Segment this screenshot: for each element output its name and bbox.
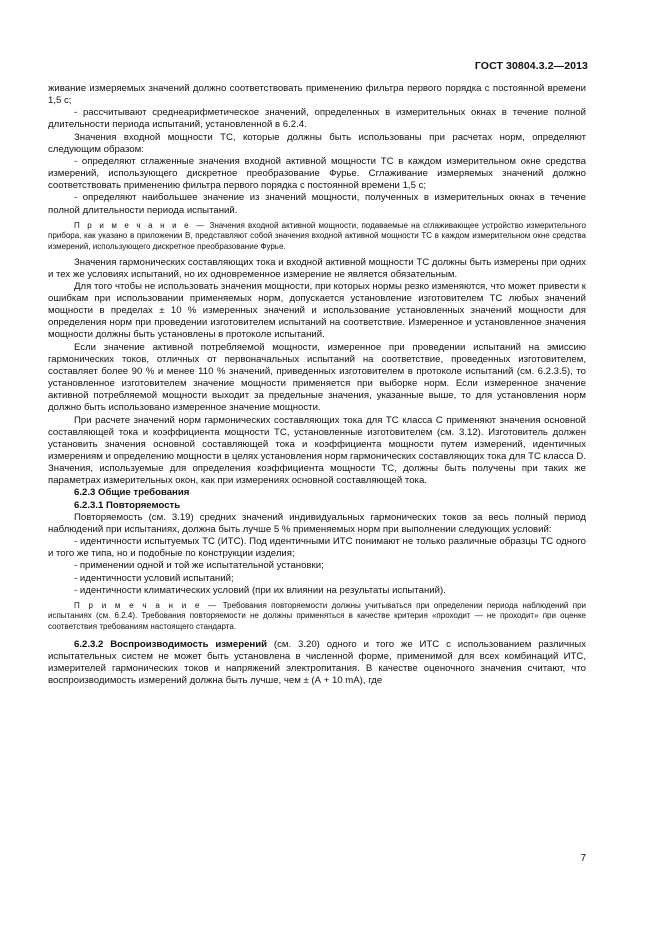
list-item: - применении одной и той же испытательной установки; (74, 560, 324, 572)
note (48, 601, 586, 633)
paragraph-text: (см. 3.20) одного и того же ИТС с использованием различных испытательных систем не может быть установлена в численной форме, применимой для всех комбинаций ИТС, измерителей гармонических токов и напряжений электропитания. В качестве оценочного значения считают, что воспроизводимость измерений должна быть лучше, чем ± (А + 10 mА), где (48, 638, 587, 687)
paragraph: Если значение активной потребляемой мощности, измеренное при проведении испытаний на эмиссию гармонических токов, отличных от первоначальных испытаний на соответствие, проведенных изготовителем, составляет более 90 % и менее 110 % значений, приведенных изготовителем в протоколе испытаний (см. 6.2.3.5), то установленное изготовителем значение мощности применяется при выборке норм. Если измеренное значение активной потребляемой мощности выходит за предельные значения, указанные выше, то для установления норм должно быть использовано измеренное значение мощности. (48, 341, 586, 414)
paragraph: живание измеряемых значений должно соответствовать применению фильтра первого порядка с постоянной времени 1,5 с; (48, 83, 586, 107)
list-item: - определяют сглаженные значения входной активной мощности ТС в каждом измерительном окне средства измерений, использующего дискретное преобразование Фурье. Сглаживание измеряемых значений должно соответствовать применению фильтра первого порядка с постоянной времени 1,5 с; (48, 155, 586, 192)
document-body (48, 83, 586, 687)
note-label: П р и м е ч а н и е — (74, 600, 219, 610)
list-item: - определяют наибольшее значение из значений мощности, полученных в измерительных окнах в течение полной длительности периода испытаний. (48, 192, 586, 216)
paragraph: При расчете значений норм гармонических составляющих тока для ТС класса С применяют значения основной составляющей тока и коэффициента мощности ТС, установленные изготовителем (см. 3.12). Изготовитель должен установить значения основной составляющей тока и коэффициента мощности путем измерений, идентичных измерениям и определению мощности в целях установления норм гармонических составляющих тока для ТС класса D. Значения, используемые для определения коэффициента мощности ТС, должны быть получены при таких же параметрах измерительных окон, как при измерениях основной составляющей тока. (48, 414, 586, 487)
list-item: - идентичности испытуемых ТС (ИТС). Под идентичными ИТС понимают не только различные образцы ТС одного и того же типа, но и подобные по конструкции изделия; (48, 536, 586, 560)
note-text: Значения входной активной мощности, подаваемые на сглаживающее устройство измерительного прибора, как указано в приложении В, представляют собой значения входной активной мощности ТС в каждом измерительном окне средства измерений, использующего дискретное преобразование Фурье. (48, 220, 586, 251)
note (48, 221, 586, 253)
subsection-heading: 6.2.3.1 Повторяемость (74, 499, 181, 511)
paragraph: Повторяемость (см. 3.19) средних значений индивидуальных гармонических токов за весь полный период наблюдений при испытаниях, должна быть лучше 5 % применяемых норм при выполнении следующих условий: (48, 511, 586, 535)
paragraph: Значения гармонических составляющих тока и входной активной мощности ТС должны быть измерены при одних и тех же условиях испытаний, но их одновременное измерение не является обязательным. (48, 256, 586, 280)
note-label: П р и м е ч а н и е — (74, 220, 207, 230)
list-item: - идентичности климатических условий (при их влиянии на результаты испытаний). (74, 584, 446, 596)
document-code-header: ГОСТ 30804.3.2—2013 (474, 60, 588, 72)
section-heading: 6.2.3 Общие требования (74, 487, 190, 499)
list-item: - рассчитывают среднеарифметическое значений, определенных в измерительных окнах в течение полной длительности периода испытаний, установленной в 6.2.4. (48, 107, 586, 131)
paragraph: Для того чтобы не использовать значения мощности, при которых нормы резко изменяются, что может привести к ошибкам при использовании применяемых норм, допускается установление изготовителем ТС любых значений мощности в пределах ± 10 % измеренных значений и использование установленных значений мощности для определения норм при проведении изготовителем испытаний на соответствие. Измеренное и установленное значения мощности должны быть установлены в протоколе испытаний. (48, 280, 586, 341)
note-text: Требования повторяемости должны учитываться при определении периода наблюдений при испытаниях (см. 6.2.4). Требования повторяемости не должны применяться в качестве критерия «проходит — не проходит» при оценке соответствия требованиям настоящего стандарта. (48, 600, 587, 632)
page-number: 7 (580, 853, 586, 864)
subsection-heading-inline: 6.2.3.2 Воспроизводимость измерений (74, 638, 268, 650)
paragraph (48, 639, 586, 688)
list-item: - идентичности условий испытаний; (74, 572, 234, 584)
paragraph: Значения входной мощности ТС, которые должны быть использованы при расчетах норм, определяют следующим образом: (48, 131, 586, 155)
